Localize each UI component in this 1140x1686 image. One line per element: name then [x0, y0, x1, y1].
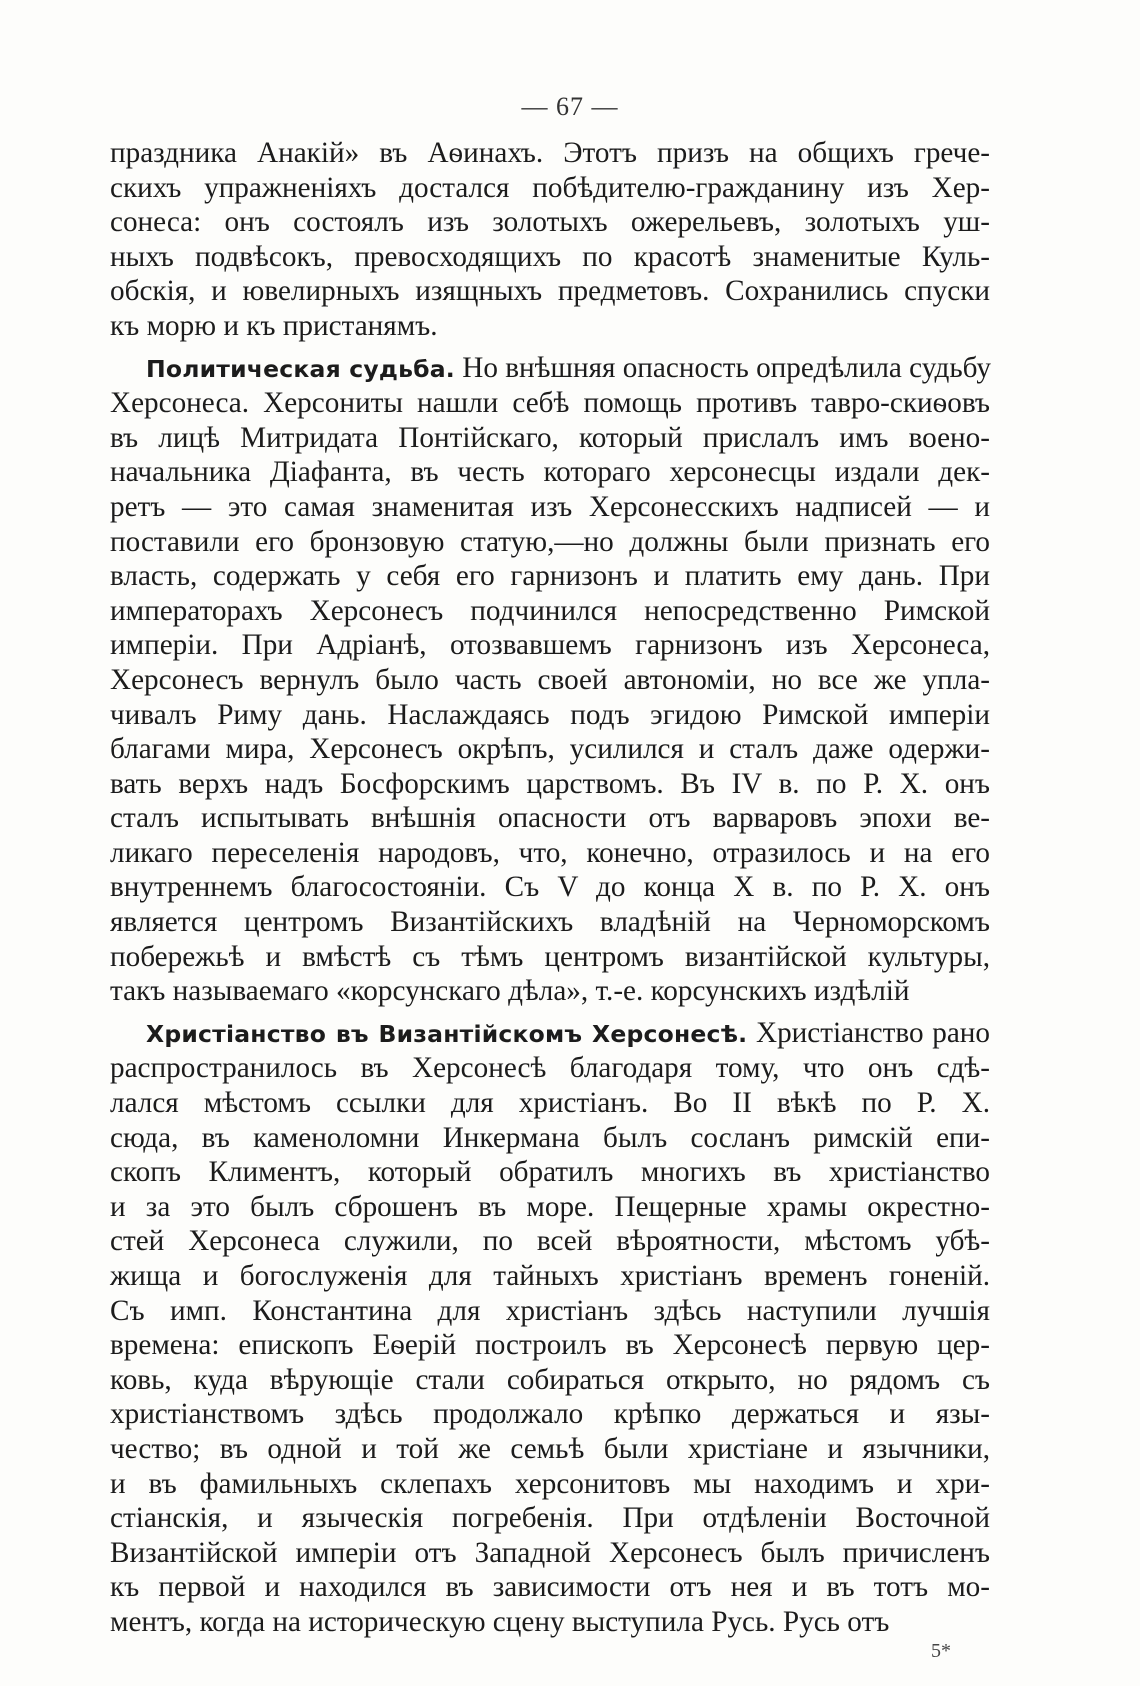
- text-line: внутреннемъ благосостояніи. Съ V до конца X в. по Р. Х. онъ: [110, 871, 990, 904]
- text-line: стіанскія, и языческія погребенія. При отдѣленіи Восточной: [110, 1502, 990, 1535]
- text-line: [110, 351, 990, 387]
- text-line: и въ фамильныхъ склепахъ херсонитовъ мы находимъ и хри-: [110, 1467, 990, 1500]
- text-line: благами мира, Херсонесъ окрѣпъ, усилился и сталъ даже одержи-: [110, 733, 990, 766]
- paragraph: [110, 1016, 990, 1640]
- text-line: распространилось въ Херсонесѣ благодаря тому, что онъ сдѣ-: [110, 1052, 990, 1085]
- text-line: въ лицѣ Митридата Понтійскаго, который прислалъ имъ воено-: [110, 421, 990, 454]
- text-line: власть, содержать у себя его гарнизонъ и платить ему дань. При: [110, 560, 990, 593]
- section-heading: Политическая судьба.: [146, 354, 455, 383]
- text-line: сюда, въ каменоломни Инкермана былъ сосланъ римскій епи-: [110, 1121, 990, 1154]
- text-line: лался мѣстомъ ссылки для христіанъ. Во II вѣкѣ по Р. Х.: [110, 1087, 990, 1120]
- text-line: такъ называемаго «корсунскаго дѣла», т.-е. корсунскихъ издѣлій: [110, 975, 910, 1008]
- text-line: ковь, куда вѣрующіе стали собираться открыто, но рядомъ съ: [110, 1363, 990, 1396]
- text-line: ликаго переселенія народовъ, что, конечно, отразилось и на его: [110, 836, 990, 869]
- text-line: Съ имп. Константина для христіанъ здѣсь наступили лучшія: [110, 1294, 990, 1327]
- text-line: имперіи. При Адріанѣ, отозвавшемъ гарнизонъ изъ Херсонеса,: [110, 629, 990, 662]
- text-line: жища и богослуженія для тайныхъ христіанъ временъ гоненій.: [110, 1260, 990, 1292]
- text-line: къ морю и къ пристанямъ.: [110, 309, 438, 342]
- text-line: [110, 1016, 990, 1052]
- text-line: является центромъ Византійскихъ владѣній на Черноморскомъ: [110, 906, 990, 939]
- text-line: побережьѣ и вмѣстѣ съ тѣмъ центромъ византійской культуры,: [110, 940, 990, 973]
- text-line: къ первой и находился въ зависимости отъ нея и въ тотъ мо-: [110, 1571, 990, 1604]
- page-number: — 67 —: [521, 92, 619, 121]
- text-line: Византійской имперіи отъ Западной Херсонесъ былъ причисленъ: [110, 1536, 990, 1569]
- text-line: сонеса: онъ состоялъ изъ золотыхъ ожерельевъ, золотыхъ уш-: [110, 206, 990, 239]
- text-line: ретъ — это самая знаменитая изъ Херсонесскихъ надписей — и: [110, 490, 990, 523]
- text-line: вать верхъ надъ Босфорскимъ царствомъ. Въ IV в. по Р. Х. онъ: [110, 767, 990, 800]
- text-line: скихъ упражненіяхъ достался побѣдителю-гражданину изъ Хер-: [110, 171, 990, 204]
- text-line: стей Херсонеса служили, по всей вѣроятности, мѣстомъ убѣ-: [110, 1225, 990, 1258]
- text-line: христіанствомъ здѣсь продолжало крѣпко держаться и язы-: [110, 1398, 990, 1431]
- signature-mark: 5*: [931, 1640, 951, 1662]
- text-line: скопъ Климентъ, который обратилъ многихъ въ христіанство: [110, 1156, 990, 1189]
- text-line: императорахъ Херсонесъ подчинился непосредственно Римской: [110, 594, 990, 627]
- text-line: начальника Діафанта, въ честь котораго херсонесцы издали дек-: [110, 456, 990, 489]
- text-line: ныхъ подвѣсокъ, превосходящихъ по красотѣ знаменитые Куль-: [110, 240, 990, 273]
- text-line: сталъ испытывать внѣшнія опасности отъ варваровъ эпохи ве-: [110, 802, 990, 835]
- text-line: Херсонесъ вернулъ было часть своей автономіи, но все же упла-: [110, 663, 990, 696]
- section-heading: Христіанство въ Византійскомъ Херсонесѣ.: [146, 1019, 748, 1048]
- paragraph: [110, 351, 990, 1009]
- page-body: [110, 136, 990, 1640]
- text-line: обскія, и ювелирныхъ изящныхъ предметовъ. Сохранились спуски: [110, 275, 990, 308]
- text-line: и за это былъ сброшенъ въ море. Пещерные храмы окрестно-: [110, 1190, 990, 1223]
- line-text: Но внѣшняя опасность опредѣлила судьбу: [454, 351, 991, 384]
- line-text: Христіанство рано: [747, 1016, 990, 1049]
- text-line: Херсонеса. Херсониты нашли себѣ помощь противъ тавро-скиѳовъ: [110, 387, 990, 420]
- text-line: чество; въ одной и той же семьѣ были христіане и язычники,: [110, 1432, 990, 1465]
- text-line: ментъ, когда на историческую сцену выступила Русь. Русь отъ: [110, 1605, 890, 1638]
- text-line: праздника Анакій» въ Аѳинахъ. Этотъ призъ на общихъ грече-: [110, 137, 990, 169]
- text-line: времена: епископъ Еѳерій построилъ въ Херсонесѣ первую цер-: [110, 1329, 990, 1362]
- text-line: чивалъ Риму дань. Наслаждаясь подъ эгидою Римской имперіи: [110, 698, 990, 731]
- paragraph: [110, 136, 990, 344]
- text-line: поставили его бронзовую статую,—но должны были признать его: [110, 525, 990, 558]
